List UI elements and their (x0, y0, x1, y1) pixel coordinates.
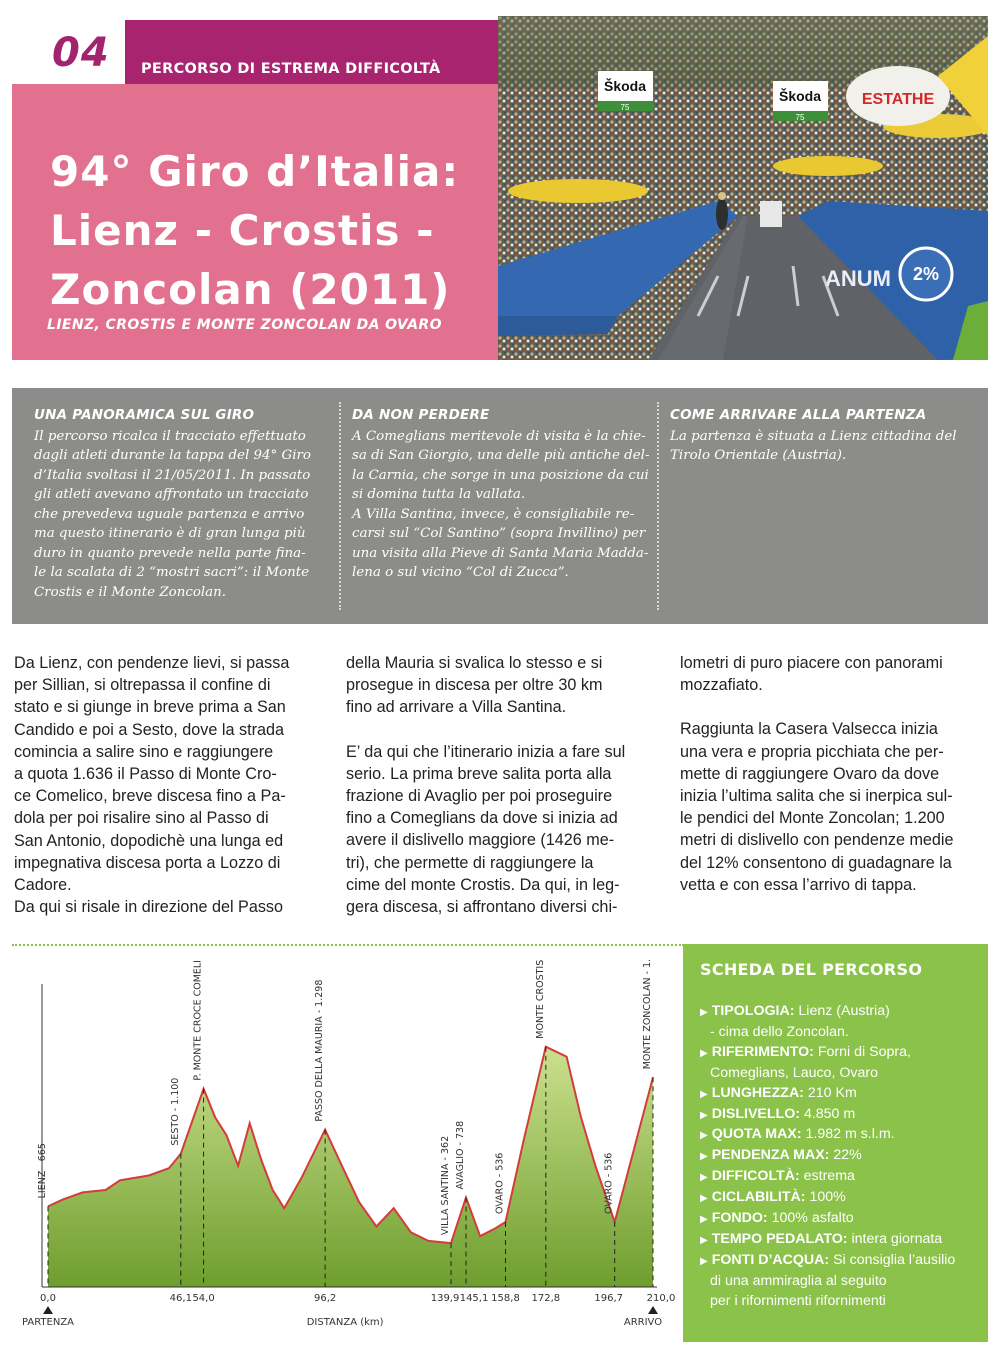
body-line: del 12% consentono di guadagnare la (680, 853, 952, 872)
info-line: sa di San Giorgio, una delle più antiche del- (352, 448, 650, 463)
category-label: PERCORSO DI ESTREMA DIFFICOLTÀ (141, 61, 441, 77)
bullet-arrow-icon: ▶ (700, 1172, 708, 1184)
body-line: San Antonio, dopodichè una lunga ed (14, 831, 284, 850)
route-card-item (700, 1230, 985, 1251)
title-box (12, 84, 498, 360)
info-column-panoramica (34, 406, 334, 602)
body-column-3 (680, 652, 990, 896)
route-card-key: TEMPO PEDALATO: (711, 1230, 848, 1247)
marker-label: OVARO - 536 (603, 1152, 615, 1215)
route-card-value: Lienz (Austria) (798, 1003, 890, 1019)
body-line: mette di raggiungere Ovaro da dove (680, 764, 940, 783)
info-line: che prevedeva uguale partenza e arrivo (34, 506, 305, 522)
bullet-arrow-icon: ▶ (700, 1047, 708, 1059)
body-line: le pendici del Monte Zoncolan; 1.200 (680, 809, 945, 828)
body-line: fino ad arrivare a Villa Santina. (346, 698, 567, 717)
info-line: Il percorso ricalca il tracciato effettuato (34, 428, 306, 444)
marker-label: AVAGLIO - 738 (455, 1120, 467, 1190)
page-subtitle: LIENZ, CROSTIS E MONTE ZONCOLAN DA OVARO (47, 317, 442, 333)
body-line: comincia a salire sino e raggiungere (14, 742, 274, 761)
route-card-key: CICLABILITÀ: (711, 1189, 806, 1206)
info-column-come-arrivare (670, 406, 970, 466)
x-tick-label: 145,1 (459, 1293, 489, 1304)
body-line: dola per poi risalire sino al Passo di (14, 809, 269, 828)
route-card-key: DIFFICOLTÀ: (711, 1168, 800, 1185)
body-line: una vera e propria picchiata che per- (680, 742, 944, 761)
route-card-value: Comeglians, Lauco, Ovaro (710, 1064, 878, 1081)
bullet-arrow-icon: ▶ (700, 1193, 708, 1205)
info-line: A Comeglians meritevole di visita è la chie- (352, 428, 646, 444)
race-photo-illustration (498, 16, 988, 360)
info-column-da-non-perdere (352, 406, 652, 583)
route-card-value: 1.982 m s.l.m. (805, 1126, 895, 1143)
photo-sign-text: 75 (620, 103, 630, 112)
route-card (683, 944, 988, 1342)
column-divider (657, 402, 659, 610)
route-card-key: DISLIVELLO: (711, 1105, 800, 1122)
marker-label: P. MONTE CROCE COMELICO - 1.636 (192, 960, 204, 1081)
body-line: serio. La prima breve salita porta alla (346, 764, 612, 783)
route-card-item (700, 1146, 985, 1167)
marker-label: PASSO DELLA MAURIA - 1.298 (314, 979, 326, 1122)
x-tick-label: 54,0 (192, 1293, 215, 1304)
x-tick-label: 172,8 (531, 1293, 561, 1304)
route-card-value: 100% asfalto (771, 1210, 854, 1227)
start-arrow-icon (43, 1306, 53, 1314)
body-line: Da qui si risale in direzione del Passo (14, 898, 284, 917)
body-line: Da Lienz, con pendenze lievi, si passa (14, 654, 290, 672)
route-card-key: PENDENZA MAX: (711, 1147, 830, 1164)
body-line: vetta e con essa l’arrivo di tappa. (680, 875, 917, 894)
info-line: la Carnia, che sorge in una posizione da cui (352, 467, 649, 483)
route-card-key: FONTI D’ACQUA: (711, 1251, 830, 1268)
route-card-item (700, 1084, 985, 1105)
photo-sign-text: 2% (912, 264, 940, 284)
section-number: 04 (52, 30, 110, 76)
end-arrow-icon (648, 1306, 658, 1314)
info-line: gli atleti avevano affrontato un tracciato (34, 487, 309, 502)
route-card-value: 4.850 m (803, 1105, 856, 1122)
route-card-value: Forni di Sopra, (817, 1043, 911, 1060)
marker-label: SESTO - 1.100 (169, 1077, 181, 1146)
marker-label: MONTE CROSTIS - 1.982 (534, 960, 546, 1039)
photo-sign-text: Škoda (778, 88, 822, 104)
photo-sign-text: Škoda (603, 78, 647, 94)
x-tick-label: 46,1 (169, 1293, 192, 1304)
x-tick-label: 210,0 (646, 1293, 676, 1304)
body-line: stato e si giunge in breve prima a San (14, 698, 286, 717)
route-card-item (700, 1002, 985, 1023)
route-card-title: SCHEDA DEL PERCORSO (700, 960, 923, 979)
bullet-arrow-icon: ▶ (700, 1234, 708, 1246)
route-card-value: estrema (803, 1168, 855, 1185)
route-card-key: RIFERIMENTO: (711, 1043, 814, 1060)
bullet-arrow-icon: ▶ (700, 1151, 708, 1163)
body-line: a quota 1.636 il Passo di Monte Cro- (14, 765, 277, 784)
info-line: dagli atleti durante la tappa del 94° Giro (34, 448, 311, 463)
route-card-item (700, 1105, 985, 1126)
body-line: impegnativa discesa porta a Lozzo di (14, 853, 281, 872)
info-box (12, 388, 988, 624)
body-line: per Sillian, si oltrepassa il confine di (14, 676, 271, 695)
marker-label: LIENZ - 665 (37, 1143, 48, 1199)
route-card-value: Si consiglia l’ausilio (833, 1251, 956, 1268)
route-card-key: QUOTA MAX: (711, 1126, 802, 1143)
altimetry-svg (12, 960, 684, 1340)
body-line: Candido e poi a Sesto, dove la strada (14, 720, 284, 739)
body-column-1 (14, 652, 324, 918)
route-card-value: 210 Km (807, 1084, 857, 1101)
body-line: avere il dislivello maggiore (1426 me- (346, 831, 615, 850)
route-card-item (700, 1188, 985, 1209)
info-heading: COME ARRIVARE ALLA PARTENZA (670, 407, 927, 423)
info-line: le la scalata di 2 “mostri sacri”: il Monte (34, 565, 310, 580)
page-title (50, 142, 459, 319)
body-line: lometri di puro piacere con panorami (680, 654, 943, 672)
route-card-item-continuation (700, 1023, 985, 1043)
bullet-arrow-icon: ▶ (700, 1255, 708, 1267)
info-line: Crostis e il Monte Zoncolan. (34, 584, 227, 600)
x-tick-label: 0,0 (40, 1293, 56, 1304)
photo-sign-text: 75 (795, 113, 805, 122)
bullet-arrow-icon: ▶ (700, 1007, 708, 1018)
route-card-item (700, 1043, 985, 1064)
x-tick-label: 196,7 (594, 1293, 624, 1304)
route-card-value: 22% (833, 1147, 862, 1164)
body-line: Cadore. (14, 876, 72, 895)
section-number-box (12, 20, 125, 84)
info-heading: DA NON PERDERE (352, 407, 490, 423)
marker-label: OVARO - 536 (494, 1152, 506, 1215)
bullet-arrow-icon: ▶ (700, 1214, 708, 1226)
info-line: La partenza è situata a Lienz cittadina del (670, 428, 957, 444)
info-line: d’Italia svoltasi il 21/05/2011. In passato (34, 467, 311, 483)
info-heading: UNA PANORAMICA SUL GIRO (34, 407, 255, 423)
body-column-2 (346, 652, 658, 918)
route-card-item-continuation (700, 1064, 985, 1084)
info-line: si domina tutta la vallata. (352, 487, 526, 502)
body-line: ce Comelico, breve discesa fino a Pa- (14, 787, 286, 806)
route-card-value: di una ammiraglia al seguito (710, 1272, 887, 1289)
info-line: ma questo itinerario è di gran lunga più (34, 526, 306, 541)
title-line: 94° Giro d’Italia: (50, 147, 460, 196)
title-line: Lienz - Crostis - (50, 206, 435, 255)
body-line: gera discesa, si affrontano diversi chi- (346, 898, 618, 917)
route-card-value: 100% (809, 1189, 846, 1206)
info-line: carsi sul “Col Santino” (sopra Invillino) per (352, 526, 646, 541)
body-line: prosegue in discesa per oltre 30 km (346, 676, 603, 695)
route-card-item (700, 1251, 985, 1272)
column-divider (339, 402, 341, 610)
bullet-arrow-icon: ▶ (700, 1109, 708, 1121)
photo-sign-text: ANUM (825, 266, 891, 291)
route-card-item (700, 1209, 985, 1230)
route-card-item-continuation (700, 1272, 985, 1292)
x-axis-label: DISTANZA (km) (306, 1317, 384, 1328)
route-card-item (700, 1167, 985, 1188)
elevation-area (48, 1047, 653, 1287)
body-line: mozzafiato. (680, 676, 763, 695)
race-photo (498, 16, 988, 360)
category-band (125, 20, 498, 84)
info-line: una visita alla Pieve di Santa Maria Madda- (352, 545, 649, 561)
info-line: lena o sul vicino “Col di Zucca”. (352, 565, 569, 580)
body-line: fino a Comeglians da dove si inizia ad (346, 809, 618, 828)
title-line: Zoncolan (2011) (50, 265, 451, 314)
start-label: PARTENZA (21, 1317, 75, 1328)
bullet-arrow-icon: ▶ (700, 1130, 708, 1142)
marker-label: VILLA SANTINA - 362 (440, 1135, 452, 1236)
body-line: metri di dislivello con pendenze medie (680, 831, 954, 850)
x-tick-label: 139,9 (430, 1293, 460, 1304)
route-card-key: TIPOLOGIA: (711, 1003, 795, 1019)
route-card-key: LUNGHEZZA: (711, 1084, 804, 1101)
altimetry-chart (12, 960, 684, 1340)
info-line: duro in quanto prevede nella parte fina- (34, 545, 306, 561)
route-card-value: intera giornata (851, 1230, 943, 1247)
body-line: inizia l’ultima salita che si inerpica sul- (680, 787, 953, 806)
route-card-item-continuation (700, 1292, 985, 1312)
route-card-value: per i rifornimenti rifornimenti (710, 1292, 886, 1309)
chart-separator (12, 944, 684, 946)
x-tick-label: 158,8 (491, 1293, 520, 1304)
x-tick-label: 96,2 (314, 1293, 337, 1304)
bullet-arrow-icon: ▶ (700, 1088, 708, 1100)
end-label: ARRIVO (623, 1317, 663, 1328)
info-line: Tirolo Orientale (Austria). (670, 448, 847, 463)
body-line: E’ da qui che l’itinerario inizia a fare sul (346, 742, 626, 761)
route-card-key: FONDO: (711, 1210, 768, 1227)
body-line: frazione di Avaglio per poi proseguire (346, 787, 613, 806)
body-line: Raggiunta la Casera Valsecca inizia (680, 720, 938, 739)
body-line: cime del monte Crostis. Da qui, in leg- (346, 875, 620, 894)
photo-sign-text: ESTATHE (861, 91, 935, 108)
marker-label: MONTE ZONCOLAN - 1.730 (642, 960, 653, 1070)
body-line: tri), che permette di raggiungere la (346, 853, 594, 872)
info-line: A Villa Santina, invece, è consigliabile re- (352, 506, 635, 522)
body-line: della Mauria si svalica lo stesso e si (346, 654, 603, 672)
route-card-list (700, 1002, 985, 1312)
route-card-value: - cima dello Zoncolan. (710, 1023, 849, 1040)
route-card-item (700, 1125, 985, 1146)
